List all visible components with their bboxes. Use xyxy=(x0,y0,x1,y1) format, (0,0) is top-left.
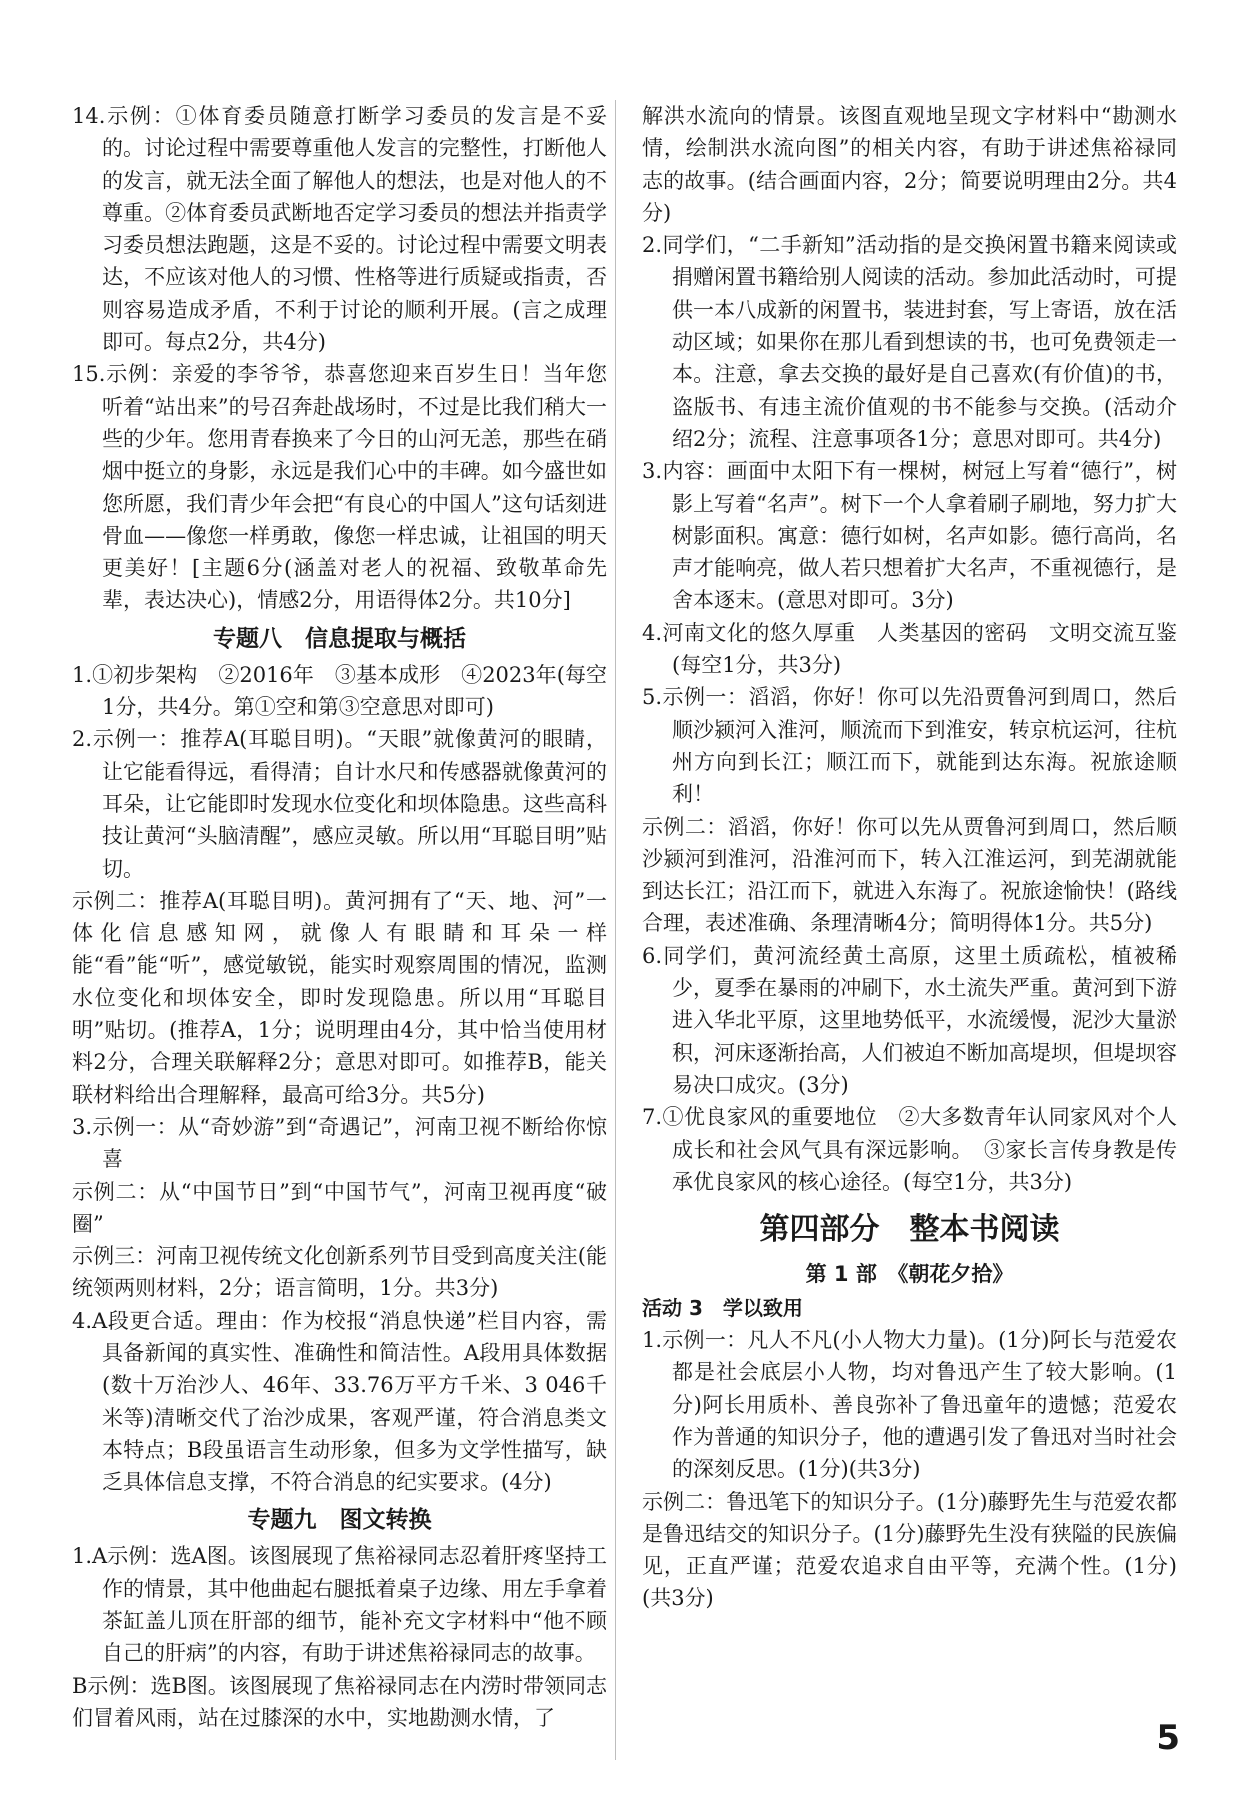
s9-answer-1-b: B示例：选B图。该图展现了焦裕禄同志在内涝时带领同志们冒着风雨，站在过膝深的水中，实地勘测水情，了 xyxy=(72,1673,607,1730)
s9-answer-5-example-2: 示例二：滔滔，你好！你可以先从贾鲁河到周口，然后顺沙颍河到淮河，沿淮河而下，转入江淮运河，到芜湖就能到达长江；沿江而下，就进入东海了。祝旅途愉快！(路线合理，表述准确、条理清晰4分；简明得体1分。共5分) xyxy=(642,814,1177,936)
s9-answer-4: 4.河南文化的悠久厚重 人类基因的密码 文明交流互鉴(每空1分，共3分) xyxy=(642,620,1177,678)
s9-answer-6: 6.同学们，黄河流经黄土高原，这里土质疏松，植被稀少，夏季在暴雨的冲刷下，水土流失严重。黄河到下游进入华北平原，这里地势低平，水流缓慢，泥沙大量淤积，河床逐渐抬高，人们被迫不断加高堤坝，但堤坝容易决口成灾。(3分) xyxy=(642,943,1177,1097)
s9-answer-1-continued: 解洪水流向的情景。该图直观地呈现文字材料中“勘测水情，绘制洪水流向图”的相关内容，有助于讲述焦裕禄同志的故事。(结合画面内容，2分；简要说明理由2分。共4分) xyxy=(642,104,1177,225)
answer-14: 14.示例：①体育委员随意打断学习委员的发言是不妥的。讨论过程中需要尊重他人发言的完整性，打断他人的发言，就无法全面了解他人的想法，也是对他人的不尊重。②体育委员武断地否定学习委员的想法并指责学习委员想法跑题，这是不妥的。讨论过程中需要文明表达，不应该对他人的习惯、性格等进行质疑或指责，否则容易造成矛盾，不利于讨论的顺利开展。(言之成理即可。每点2分，共4分) xyxy=(72,104,607,355)
s9-answer-5-example-1: 5.示例一：滔滔，你好！你可以先沿贾鲁河到周口，然后顺沙颍河入淮河，顺流而下到淮安，转京杭运河，往杭州方向到长江；顺江而下，就能到达东海。祝旅途顺利！ xyxy=(642,685,1177,807)
part-4-heading: 第四部分 整本书阅读 xyxy=(759,1212,1060,1248)
activity-3-heading: 活动 3 学以致用 xyxy=(642,1296,803,1321)
left-column xyxy=(72,100,607,1734)
activity-answer-1-example-2: 示例二：鲁迅笔下的知识分子。(1分)藤野先生与范爱农都是鲁迅结交的知识分子。(1分)藤野先生没有狭隘的民族偏见，正直严谨；范爱农追求自由平等，充满个性。(1分)(共3分) xyxy=(642,1489,1177,1611)
s8-answer-4: 4.A段更合适。理由：作为校报“消息快递”栏目内容，需具备新闻的真实性、准确性和简洁性。A段用具体数据(数十万治沙人、46年、33.76万平方千米、3 046千米等)清晰交代了治沙成果，客观严谨，符合消息类文本特点；B段虽语言生动形象，但多为文学性描写，缺乏具体信息支撑，不符合消息的纪实要求。(4分) xyxy=(72,1308,607,1495)
section-8-heading: 专题八 信息提取与概括 xyxy=(213,625,466,652)
s9-answer-2: 2.同学们，“二手新知”活动指的是交换闲置书籍来阅读或捐赠闲置书籍给别人阅读的活动。参加此活动时，可提供一本八成新的闲置书，装进封套，写上寄语，放在活动区域；如果你在那儿看到想读的书，也可免费领走一本。注意，拿去交换的最好是自己喜欢(有价值)的书，盗版书、有违主流价值观的书不能参与交换。(活动介绍2分；流程、注意事项各1分；意思对即可。共4分) xyxy=(642,233,1177,451)
s9-answer-1-a: 1.A示例：选A图。该图展现了焦裕禄同志忍着肝疼坚持工作的情景，其中他曲起右腿抵着桌子边缘、用左手拿着茶缸盖儿顶在肝部的细节，能补充文字材料中“他不顾自己的肝病”的内容，有助于讲述焦裕禄同志的故事。 xyxy=(72,1544,607,1666)
page-number: 5 xyxy=(1156,1718,1180,1758)
s9-answer-3: 3.内容：画面中太阳下有一棵树，树冠上写着“德行”，树影上写着“名声”。树下一个人拿着刷子刷地，努力扩大树影面积。寓意：德行如树，名声如影。德行高尚，名声才能响亮，做人若只想着扩大名声，不重视德行，是舍本逐末。(意思对即可。3分) xyxy=(642,459,1177,613)
s8-answer-1: 1.①初步架构 ②2016年 ③基本成形 ④2023年(每空1分，共4分。第①空和第③空意思对即可) xyxy=(72,662,607,720)
s8-answer-2-example-2: 示例二：推荐A(耳聪目明)。黄河拥有了“天、地、河”一体化信息感知网，就像人有眼睛和耳朵一样能“看”能“听”，感觉敏锐，能实时观察周围的情况，监测水位变化和坝体安全，即时发现隐患。所以用“耳聪目明”贴切。(推荐A，1分；说明理由4分，其中恰当使用材料2分，合理关联解释2分；意思对即可。如推荐B，能关联材料给出合理解释，最高可给3分。共5分) xyxy=(72,888,607,1107)
book-1-heading: 第 1 部 《朝花夕拾》 xyxy=(805,1262,1014,1287)
answer-15: 15.示例：亲爱的李爷爷，恭喜您迎来百岁生日！当年您听着“站出来”的号召奔赴战场时，不过是比我们稍大一些的少年。您用青春换来了今日的山河无恙，那些在硝烟中挺立的身影，永远是我们心中的丰碑。如今盛世如您所愿，我们青少年会把“有良心的中国人”这句话刻进骨血——像您一样勇敢，像您一样忠诚，让祖国的明天更美好！[主题6分(涵盖对老人的祝福、致敬革命先辈，表达决心)，情感2分，用语得体2分。共10分] xyxy=(72,362,607,613)
column-divider xyxy=(615,100,616,1760)
s8-answer-3-example-1: 3.示例一：从“奇妙游”到“奇遇记”，河南卫视不断给你惊喜 xyxy=(72,1114,607,1172)
section-9-heading: 专题九 图文转换 xyxy=(247,1507,432,1534)
s8-answer-2-example-1: 2.示例一：推荐A(耳聪目明)。“天眼”就像黄河的眼睛，让它能看得远，看得清；自计水尺和传感器就像黄河的耳朵，让它能即时发现水位变化和坝体隐患。这些高科技让黄河“头脑清醒”，感应灵敏。所以用“耳聪目明”贴切。 xyxy=(72,727,607,881)
s8-answer-3-example-2: 示例二：从“中国节日”到“中国节气”，河南卫视再度“破圈” xyxy=(72,1179,607,1236)
activity-answer-1-example-1: 1.示例一：凡人不凡(小人物大力量)。(1分)阿长与范爱农都是社会底层小人物，均对鲁迅产生了较大影响。(1分)阿长用质朴、善良弥补了鲁迅童年的遗憾；范爱农作为普通的知识分子，他的遭遇引发了鲁迅对当时社会的深刻反思。(1分)(共3分) xyxy=(642,1328,1177,1482)
s8-answer-3-example-3: 示例三：河南卫视传统文化创新系列节目受到高度关注(能统领两则材料，2分；语言简明，1分。共3分) xyxy=(72,1244,607,1301)
s9-answer-7: 7.①优良家风的重要地位 ②大多数青年认同家风对个人成长和社会风气具有深远影响。 ③家长言传身教是传承优良家风的核心途径。(每空1分，共3分) xyxy=(642,1105,1177,1194)
right-column xyxy=(642,100,1177,1615)
